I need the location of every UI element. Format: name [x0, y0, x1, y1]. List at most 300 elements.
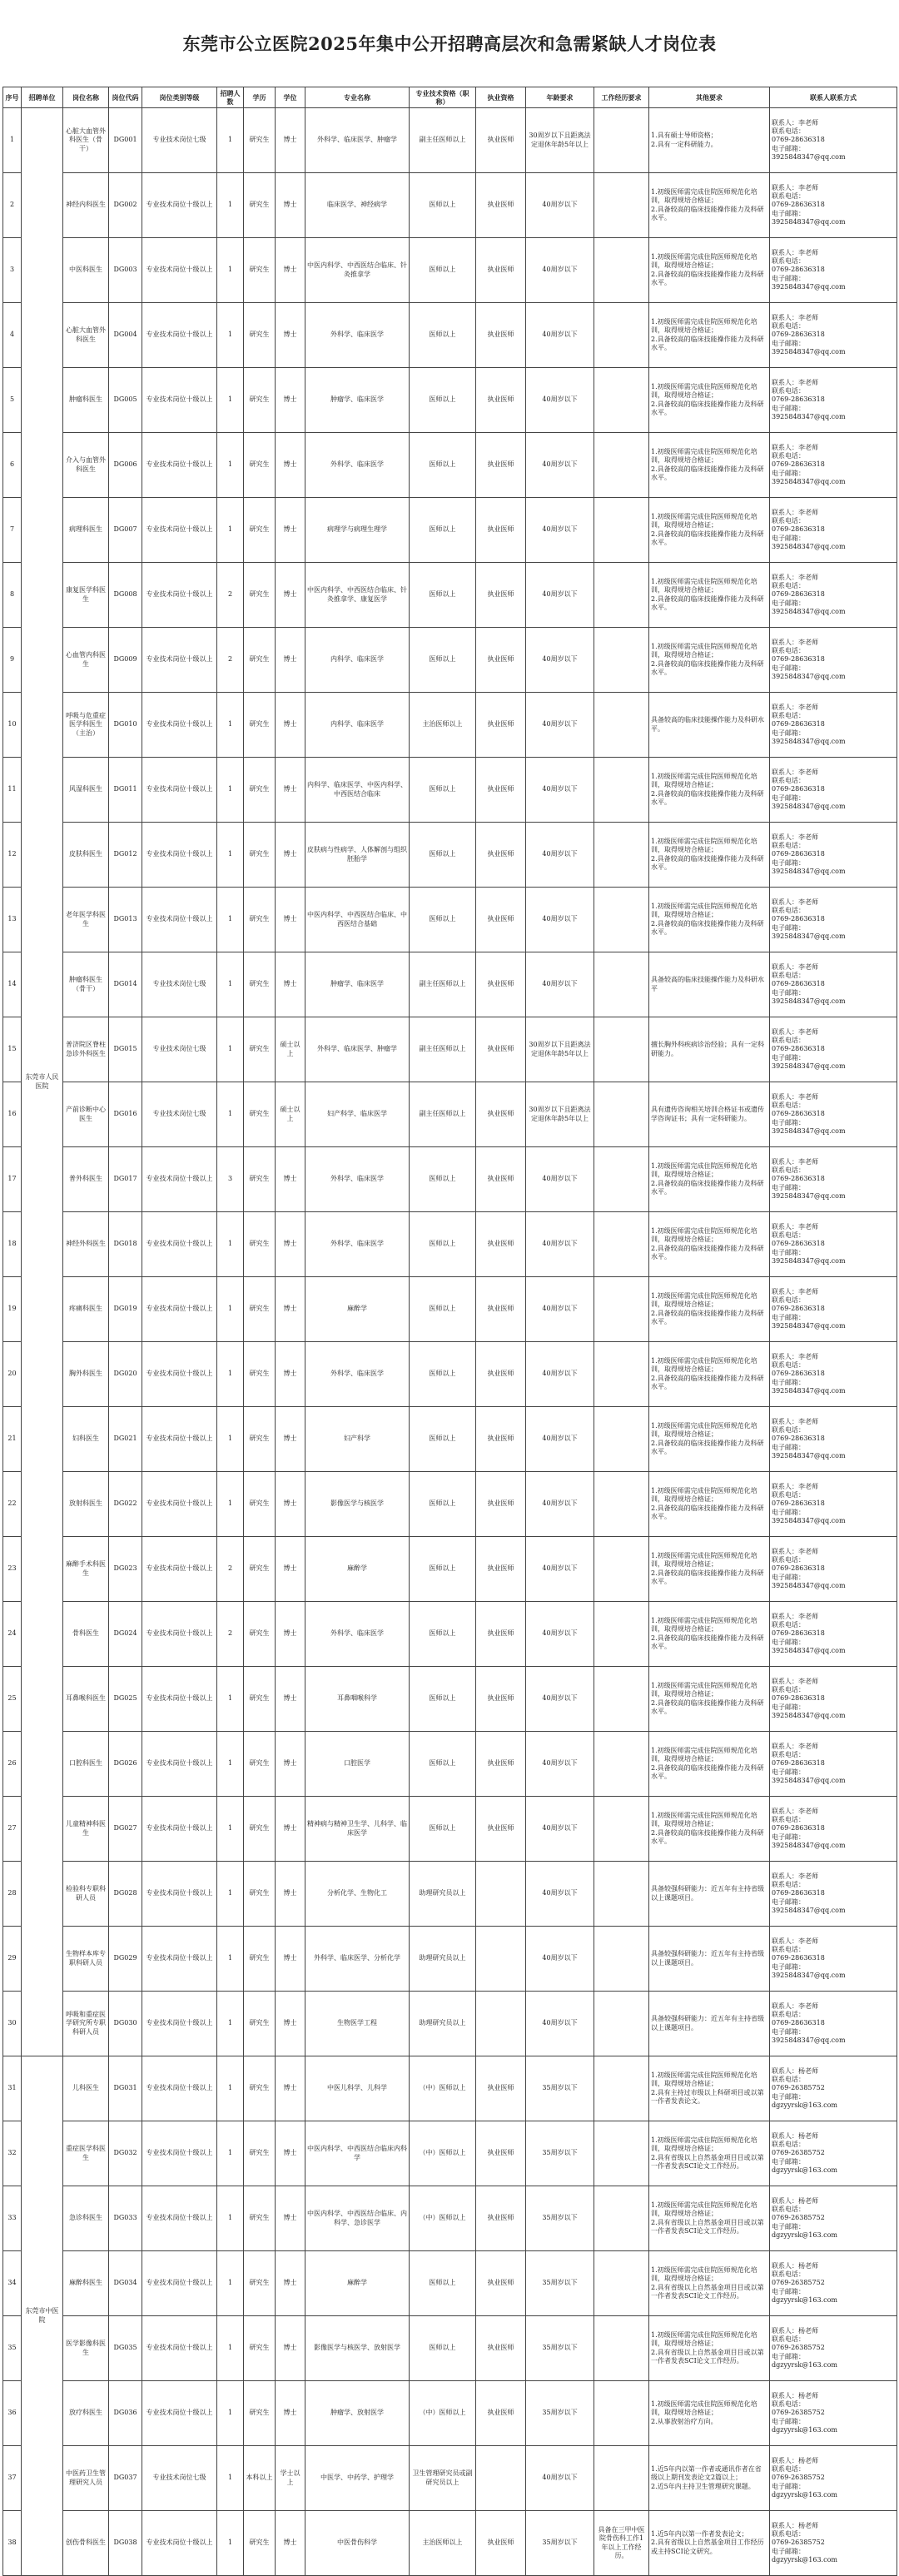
cell-text: 1	[227, 460, 233, 469]
cell-text: 23	[7, 1564, 17, 1573]
cell-text: 骨科医生	[72, 1629, 99, 1638]
cell-num	[217, 2056, 244, 2121]
cell-num	[217, 433, 244, 498]
cell-num	[217, 563, 244, 628]
cell-text: 内科学、临床医学	[330, 720, 384, 729]
cell-text: 32	[7, 2149, 17, 2157]
cell-text: 中医学、中药学、护理学	[320, 2474, 394, 2482]
cell-code	[109, 1342, 142, 1407]
cell-text: 1.初级医师需完成住院医师规范化培训，取得规培合格证； 2.具有省级以上自然基金项目目或以第一作者发表SCI论文工作经历。	[651, 2136, 764, 2170]
cell-text: 执业医师	[487, 1175, 514, 1183]
cell-text: 副主任医师以上	[419, 1045, 466, 1053]
cell-text: DG011	[113, 785, 137, 793]
cell-cat	[142, 2186, 217, 2251]
cell-text: DG035	[113, 2344, 137, 2352]
cell-title	[410, 2316, 476, 2381]
table-row	[3, 1212, 897, 1277]
cell-text: 研究生	[249, 1629, 270, 1638]
cell-text: 1	[227, 980, 233, 988]
cell-major	[305, 693, 410, 758]
cell-lic	[476, 173, 526, 238]
cell-age	[526, 758, 594, 823]
cell-text: 11	[7, 785, 17, 793]
cell-text: 34	[7, 2279, 17, 2287]
cell-text: 联系人：李老师 联系电话： 0769-28636318 电子邮箱： 3925848347@qq.com	[772, 962, 846, 1006]
cell-cat	[142, 1212, 217, 1277]
cell-text: 1	[227, 2019, 233, 2027]
cell-title	[410, 1212, 476, 1277]
cell-code	[109, 303, 142, 368]
cell-text: DG026	[113, 1759, 137, 1768]
cell-text: 联系人：李老师 联系电话： 0769-28636318 电子邮箱： 3925848347@qq.com	[772, 1872, 846, 1915]
cell-name	[63, 1537, 109, 1602]
cell-text: （中）医师以上	[419, 2409, 466, 2417]
cell-num	[217, 238, 244, 303]
cell-text: 专业技术岗位十级以上	[146, 850, 213, 858]
cell-text: DG032	[113, 2149, 137, 2157]
cell-text: 具备在三甲中医院骨伤科工作1年以上工作经历。	[598, 2525, 645, 2559]
cell-title	[410, 2186, 476, 2251]
cell-text: 18	[7, 1240, 17, 1248]
cell-work	[594, 563, 649, 628]
cell-no	[3, 433, 22, 498]
cell-work	[594, 1407, 649, 1472]
cell-name	[63, 1667, 109, 1732]
cell-text: 执业医师	[487, 1759, 514, 1768]
cell-text: DG010	[113, 720, 137, 729]
cell-code	[109, 433, 142, 498]
cell-text: DG030	[113, 2019, 137, 2027]
cell-text: 12	[7, 850, 17, 858]
cell-text: 专业技术岗位十级以上	[146, 1889, 213, 1897]
cell-num	[217, 2511, 244, 2576]
cell-cat	[142, 952, 217, 1017]
cell-text: 麻醉学	[347, 1564, 367, 1573]
cell-contact	[770, 433, 897, 498]
cell-major	[305, 1342, 410, 1407]
cell-text: 1.具有硕士导师资格； 2.具有一定科研能力。	[651, 132, 718, 148]
cell-text: 研究生	[249, 2084, 270, 2092]
cell-deg	[276, 1082, 305, 1147]
cell-text: 博士	[283, 1240, 297, 1248]
cell-contact	[770, 108, 897, 173]
header-cell: 招聘人数	[217, 87, 244, 108]
cell-name	[63, 693, 109, 758]
cell-num	[217, 2316, 244, 2381]
cell-text: 疼痛科医生	[69, 1305, 102, 1313]
cell-text: 联系人：李老师 联系电话： 0769-28636318 电子邮箱： 3925848347@qq.com	[772, 1742, 846, 1785]
cell-text: 1	[227, 525, 233, 534]
cell-name	[63, 2251, 109, 2316]
table-row	[3, 1407, 897, 1472]
cell-text: 医师以上	[429, 331, 456, 339]
cell-text: 联系人：李老师 联系电话： 0769-28636318 电子邮箱： 3925848347@qq.com	[772, 313, 846, 356]
cell-cat	[142, 823, 217, 888]
table-header-row	[3, 87, 897, 108]
cell-edu	[244, 1017, 276, 1082]
cell-text: 13	[7, 915, 17, 923]
cell-code	[109, 2251, 142, 2316]
cell-text: 擅长胸外科疾病诊治经验；具有一定科研能力。	[651, 1041, 764, 1057]
cell-age	[526, 1212, 594, 1277]
cell-text: 学士以上	[280, 2469, 300, 2486]
cell-age	[526, 1862, 594, 1927]
cell-text: 研究生	[249, 1110, 270, 1118]
cell-no	[3, 1472, 22, 1537]
cell-text: 专业技术岗位十级以上	[146, 1954, 213, 1962]
cell-name	[63, 1862, 109, 1927]
cell-text: DG019	[113, 1305, 137, 1313]
cell-text: 专业技术岗位十级以上	[146, 1175, 213, 1183]
cell-text: 医师以上	[429, 2279, 456, 2287]
cell-text: 博士	[283, 590, 297, 599]
cell-text: DG023	[113, 1564, 137, 1573]
cell-text: 中医药卫生管理研究人员	[66, 2469, 106, 2486]
cell-text: 助理研究员以上	[419, 1954, 466, 1962]
cell-code	[109, 2056, 142, 2121]
cell-text: DG005	[113, 395, 137, 404]
cell-lic	[476, 628, 526, 693]
cell-work	[594, 1797, 649, 1862]
cell-cat	[142, 758, 217, 823]
cell-contact	[770, 1082, 897, 1147]
header-cell: 学位	[276, 87, 305, 108]
cell-title	[410, 1927, 476, 1992]
cell-cat	[142, 2446, 217, 2511]
cell-num	[217, 108, 244, 173]
cell-edu	[244, 1992, 276, 2056]
cell-lic	[476, 498, 526, 563]
cell-text: 31	[7, 2084, 17, 2092]
cell-text: 研究生	[249, 460, 270, 469]
cell-lic	[476, 1667, 526, 1732]
cell-code	[109, 1602, 142, 1667]
cell-title	[410, 1862, 476, 1927]
cell-text: DG027	[113, 1824, 137, 1833]
cell-title	[410, 238, 476, 303]
table-row	[3, 2056, 897, 2121]
cell-name	[63, 433, 109, 498]
cell-num	[217, 1862, 244, 1927]
cell-no	[3, 2446, 22, 2511]
cell-text: 研究生	[249, 1045, 270, 1053]
cell-text: 35周岁以下	[542, 2084, 578, 2092]
cell-contact	[770, 498, 897, 563]
cell-deg	[276, 1017, 305, 1082]
cell-work	[594, 2511, 649, 2576]
cell-text: 专业技术岗位十级以上	[146, 1370, 213, 1378]
cell-text: 老年医学科医生	[66, 911, 106, 927]
cell-text: 中医内科学、中西医结合临床、针灸推拿学	[307, 261, 407, 278]
cell-deg	[276, 1537, 305, 1602]
cell-text: 联系人：李老师 联系电话： 0769-28636318 电子邮箱： 3925848347@qq.com	[772, 378, 846, 421]
table-row	[3, 952, 897, 1017]
cell-text: 专业技术岗位十级以上	[146, 266, 213, 274]
cell-title	[410, 433, 476, 498]
cell-contact	[770, 888, 897, 952]
cell-work	[594, 1992, 649, 2056]
cell-text: 医师以上	[429, 1175, 456, 1183]
cell-code	[109, 368, 142, 433]
cell-text: 研究生	[249, 980, 270, 988]
cell-text: 精神病与精神卫生学、儿科学、临床医学	[307, 1820, 407, 1837]
cell-text: 40周岁以下	[542, 1629, 578, 1638]
cell-text: 25	[7, 1694, 17, 1703]
cell-req	[649, 2381, 770, 2446]
cell-code	[109, 823, 142, 888]
cell-code	[109, 758, 142, 823]
cell-name	[63, 1342, 109, 1407]
cell-text: 1	[227, 201, 233, 209]
cell-text: 研究生	[249, 1240, 270, 1248]
cell-deg	[276, 1797, 305, 1862]
cell-text: 影像医学与核医学	[330, 1499, 384, 1508]
cell-title	[410, 1797, 476, 1862]
cell-text: 1.初级医师需完成住院医师规范化培训，取得规培合格证； 2.具备较高的临床技能操作能力及科研水平。	[651, 1811, 764, 1845]
cell-text: 联系人：李老师 联系电话： 0769-28636318 电子邮箱： 3925848347@qq.com	[772, 638, 846, 681]
cell-text: 1	[227, 2474, 233, 2482]
cell-req	[649, 303, 770, 368]
cell-code	[109, 628, 142, 693]
cell-text: 医师以上	[429, 785, 456, 793]
cell-no	[3, 238, 22, 303]
cell-name	[63, 368, 109, 433]
cell-lic	[476, 1927, 526, 1992]
cell-title	[410, 1017, 476, 1082]
cell-text: 1	[227, 1110, 233, 1118]
cell-text: 专业技术岗位十级以上	[146, 2409, 213, 2417]
cell-no	[3, 1927, 22, 1992]
cell-contact	[770, 1472, 897, 1537]
cell-text: DG004	[113, 331, 137, 339]
cell-major	[305, 1082, 410, 1147]
table-row	[3, 2186, 897, 2251]
cell-text: DG001	[113, 136, 137, 144]
cell-text: 研究生	[249, 266, 270, 274]
cell-text: 博士	[283, 136, 297, 144]
cell-text: 联系人：杨老师 联系电话： 0769-26385752 电子邮箱： dgzyyrsk@163.com	[772, 2391, 837, 2434]
cell-deg	[276, 303, 305, 368]
cell-contact	[770, 1992, 897, 2056]
cell-edu	[244, 563, 276, 628]
cell-major	[305, 888, 410, 952]
cell-cat	[142, 2121, 217, 2186]
cell-text: 1.初级医师需完成住院医师规范化培训，取得规培合格证； 2.具备较高的临床技能操作能力及科研水平。	[651, 1356, 764, 1390]
cell-age	[526, 2186, 594, 2251]
cell-edu	[244, 693, 276, 758]
cell-text: 博士	[283, 980, 297, 988]
cell-age	[526, 1992, 594, 2056]
cell-contact	[770, 1277, 897, 1342]
cell-contact	[770, 303, 897, 368]
cell-text: 博士	[283, 1305, 297, 1313]
cell-text: DG037	[113, 2474, 137, 2482]
table-row	[3, 563, 897, 628]
cell-cat	[142, 888, 217, 952]
cell-text: 26	[7, 1759, 17, 1768]
cell-text: 执业医师	[487, 136, 514, 144]
cell-text: 儿童精神科医生	[66, 1820, 106, 1837]
cell-req	[649, 1212, 770, 1277]
cell-edu	[244, 2381, 276, 2446]
cell-major	[305, 2251, 410, 2316]
cell-code	[109, 1017, 142, 1082]
cell-req	[649, 2511, 770, 2576]
cell-title	[410, 368, 476, 433]
cell-text: 专业技术岗位十级以上	[146, 2279, 213, 2287]
cell-code	[109, 1277, 142, 1342]
cell-age	[526, 2251, 594, 2316]
cell-text: 博士	[283, 1759, 297, 1768]
cell-req	[649, 1147, 770, 1212]
cell-text: 2	[9, 201, 15, 209]
cell-cat	[142, 2056, 217, 2121]
cell-major	[305, 563, 410, 628]
cell-text: 40周岁以下	[542, 1499, 578, 1508]
cell-title	[410, 1342, 476, 1407]
cell-text: 专业技术岗位十级以上	[146, 1564, 213, 1573]
cell-text: 外科学、临床医学	[330, 1370, 384, 1378]
cell-text: 专业技术岗位十级以上	[146, 1435, 213, 1443]
cell-text: 专业技术岗位十级以上	[146, 1499, 213, 1508]
cell-name	[63, 2121, 109, 2186]
cell-name	[63, 498, 109, 563]
cell-text: 1.初级医师需完成住院医师规范化培训，取得规培合格证； 2.具备较高的临床技能操作能力及科研水平。	[651, 902, 764, 936]
cell-cat	[142, 1992, 217, 2056]
cell-title	[410, 758, 476, 823]
cell-deg	[276, 693, 305, 758]
cell-code	[109, 238, 142, 303]
cell-req	[649, 1862, 770, 1927]
cell-deg	[276, 888, 305, 952]
header-cell: 岗位类别等级	[142, 87, 217, 108]
cell-cat	[142, 563, 217, 628]
cell-code	[109, 1667, 142, 1732]
cell-deg	[276, 1277, 305, 1342]
cell-name	[63, 303, 109, 368]
cell-text: 儿科医生	[72, 2084, 99, 2092]
cell-num	[217, 1342, 244, 1407]
cell-text: 专业技术岗位十级以上	[146, 1759, 213, 1768]
cell-deg	[276, 758, 305, 823]
cell-text: 医师以上	[429, 1824, 456, 1833]
header-cell: 招聘单位	[22, 87, 63, 108]
cell-work	[594, 1927, 649, 1992]
cell-contact	[770, 952, 897, 1017]
cell-num	[217, 1017, 244, 1082]
cell-name	[63, 108, 109, 173]
cell-cat	[142, 1147, 217, 1212]
cell-no	[3, 2121, 22, 2186]
cell-work	[594, 1667, 649, 1732]
cell-lic	[476, 952, 526, 1017]
cell-text: 联系人：杨老师 联系电话： 0769-26385752 电子邮箱： dgzyyrsk@163.com	[772, 2326, 837, 2370]
cell-text: 博士	[283, 785, 297, 793]
cell-text: 专业技术岗位十级以上	[146, 590, 213, 599]
cell-num	[217, 1147, 244, 1212]
cell-text: 1	[227, 1824, 233, 1833]
table-row	[3, 1082, 897, 1147]
cell-num	[217, 628, 244, 693]
cell-cat	[142, 1472, 217, 1537]
cell-text: 专业技术岗位十级以上	[146, 1305, 213, 1313]
cell-name	[63, 1082, 109, 1147]
cell-text: 执业医师	[487, 2084, 514, 2092]
cell-text: 神经内科医生	[66, 201, 106, 209]
cell-no	[3, 1537, 22, 1602]
cell-text: 联系人：杨老师 联系电话： 0769-26385752 电子邮箱： dgzyyrsk@163.com	[772, 2131, 837, 2175]
cell-cat	[142, 1277, 217, 1342]
cell-text: 研究生	[249, 2409, 270, 2417]
cell-major	[305, 2446, 410, 2511]
cell-text: 9	[9, 655, 15, 664]
cell-age	[526, 433, 594, 498]
table-row	[3, 1667, 897, 1732]
cell-text: 1.初级医师需完成住院医师规范化培训，取得规培合格证； 2.具备较高的临床技能操作能力及科研水平。	[651, 317, 764, 351]
cell-cat	[142, 1862, 217, 1927]
cell-text: 6	[9, 460, 15, 469]
cell-text: DG008	[113, 590, 137, 599]
cell-text: 内科学、临床医学、中医内科学、中西医结合临床	[307, 781, 407, 798]
cell-text: 妇科医生	[72, 1435, 99, 1443]
cell-contact	[770, 758, 897, 823]
cell-work	[594, 1082, 649, 1147]
cell-work	[594, 303, 649, 368]
cell-work	[594, 1537, 649, 1602]
table-row	[3, 2251, 897, 2316]
cell-text: DG038	[113, 2539, 137, 2547]
cell-text: 联系人：李老师 联系电话： 0769-28636318 电子邮箱： 3925848347@qq.com	[772, 118, 846, 162]
cell-text: 副主任医师以上	[419, 980, 466, 988]
cell-text: 研究生	[249, 590, 270, 599]
cell-work	[594, 238, 649, 303]
cell-text: DG016	[113, 1110, 137, 1118]
cell-no	[3, 1667, 22, 1732]
header-cell: 其他要求	[649, 87, 770, 108]
cell-text: 介入与血管外科医生	[66, 456, 106, 473]
cell-contact	[770, 368, 897, 433]
cell-text: 8	[9, 590, 15, 599]
cell-text: 执业医师	[487, 1305, 514, 1313]
cell-code	[109, 2446, 142, 2511]
cell-text: 博士	[283, 395, 297, 404]
cell-text: 具备较强科研能力：近五年有主持省级以上课题项目。	[651, 1950, 764, 1967]
cell-text: 1.初级医师需完成住院医师规范化培训，取得规培合格证； 2.具备较高的临床技能操作能力及科研水平。	[651, 642, 764, 676]
cell-text: DG003	[113, 266, 137, 274]
cell-contact	[770, 1342, 897, 1407]
cell-major	[305, 1797, 410, 1862]
cell-lic	[476, 303, 526, 368]
cell-text: 执业医师	[487, 525, 514, 534]
header-cell: 年龄要求	[526, 87, 594, 108]
cell-text: DG036	[113, 2409, 137, 2417]
cell-text: 1	[227, 1370, 233, 1378]
cell-text: 专业技术岗位十级以上	[146, 2084, 213, 2092]
cell-title	[410, 1407, 476, 1472]
cell-text: 医师以上	[429, 1370, 456, 1378]
cell-code	[109, 2316, 142, 2381]
cell-text: 研究生	[249, 1889, 270, 1897]
cell-text: DG017	[113, 1175, 137, 1183]
cell-contact	[770, 1602, 897, 1667]
cell-text: 具备较强科研能力：近五年有主持省级以上课题项目。	[651, 2015, 764, 2031]
cell-edu	[244, 952, 276, 1017]
cell-text: 研究生	[249, 1564, 270, 1573]
cell-text: 专业技术岗位十级以上	[146, 1694, 213, 1703]
table-body	[3, 108, 897, 2576]
cell-major	[305, 1017, 410, 1082]
cell-text: 40周岁以下	[542, 850, 578, 858]
